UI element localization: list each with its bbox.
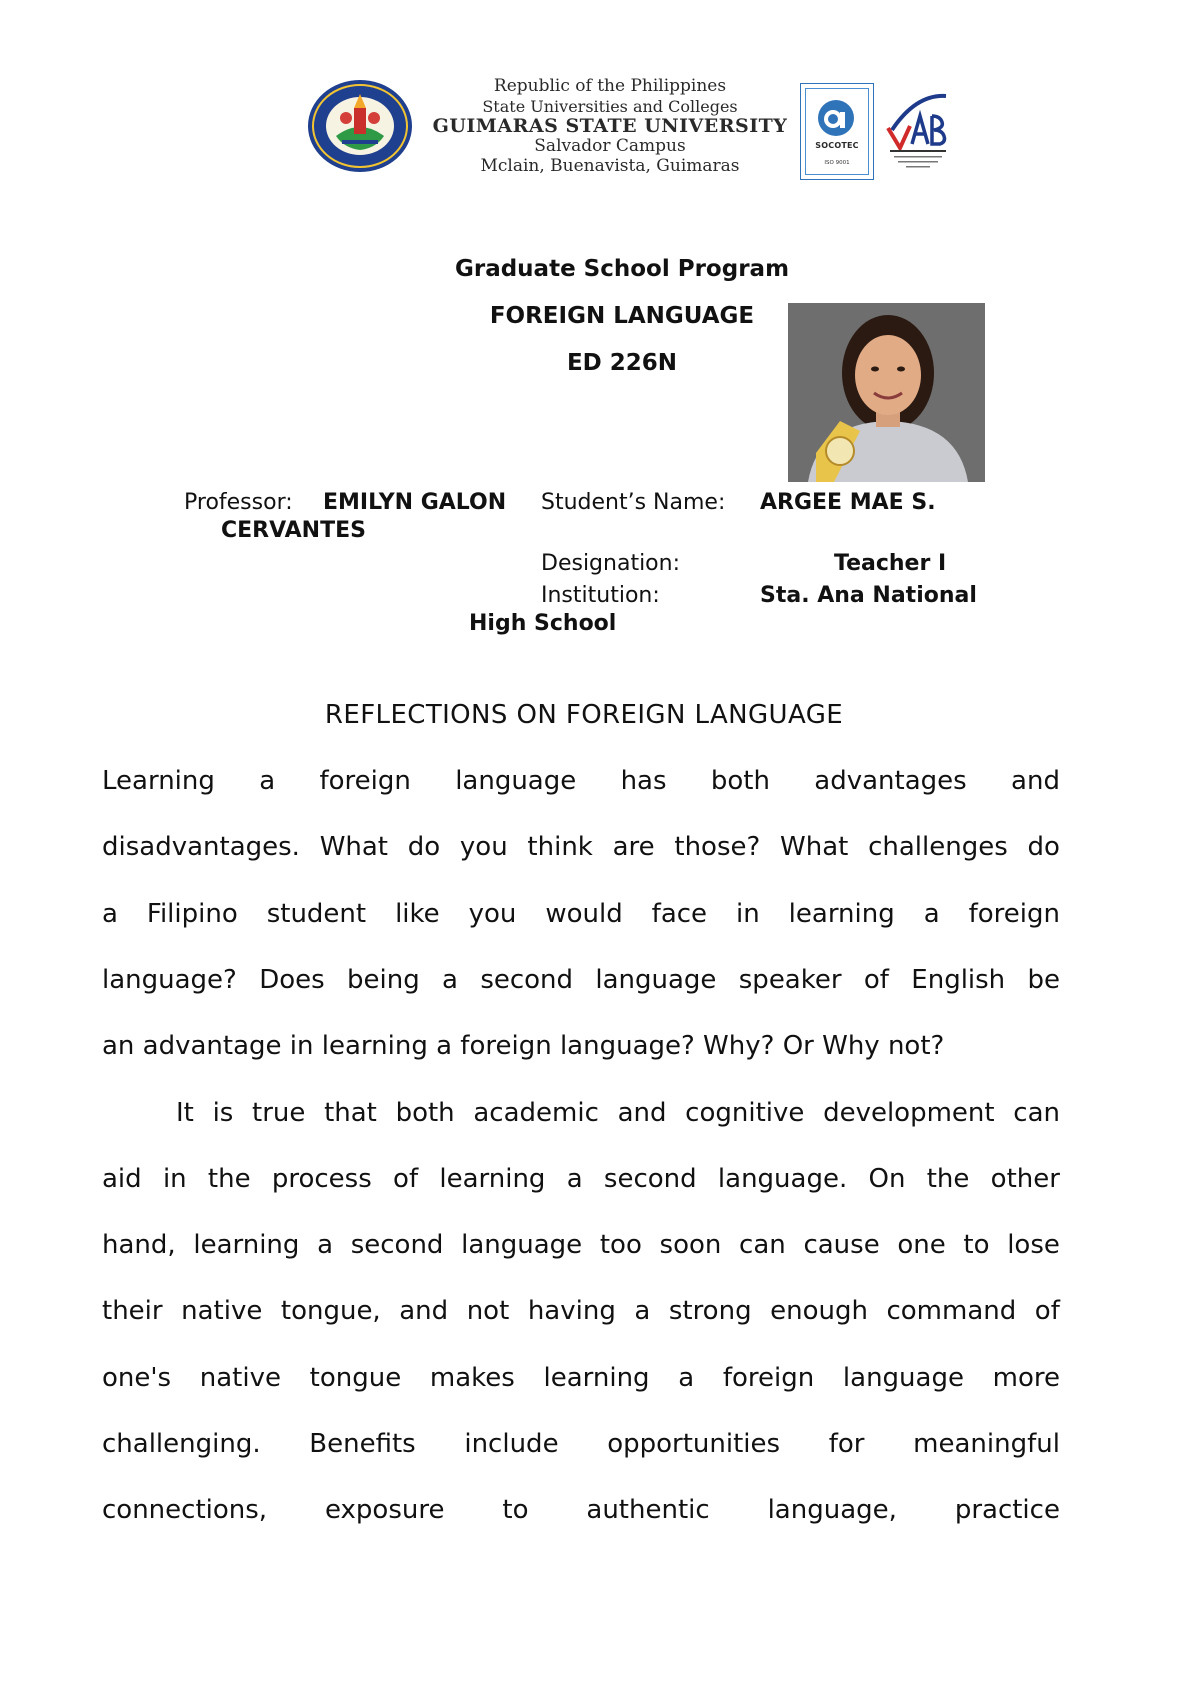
professor-label: Professor: [184, 490, 293, 515]
body-word: be [1027, 965, 1060, 995]
student-portrait-photo-icon [788, 303, 985, 482]
body-word: second [350, 1230, 444, 1260]
institution-value-1: Sta. Ana National [760, 583, 977, 608]
body-word: What [780, 832, 849, 862]
institution-label: Institution: [541, 583, 660, 608]
body-word: foreign [968, 899, 1060, 929]
body-word: one's [102, 1363, 172, 1393]
body-word: those? [674, 832, 761, 862]
reflection-heading: REFLECTIONS ON FOREIGN LANGUAGE [324, 700, 844, 730]
body-word: language [461, 1230, 583, 1260]
body-word: do [1027, 832, 1060, 862]
body-line [102, 1298, 1060, 1324]
ukas-accreditation-logo-icon [886, 86, 950, 178]
body-word: being [347, 965, 420, 995]
body-word: include [464, 1429, 559, 1459]
body-word: foreign [319, 766, 411, 796]
body-word: more [992, 1363, 1060, 1393]
body-word: a [259, 766, 276, 796]
body-line [102, 1166, 1060, 1192]
body-word: aid [102, 1164, 142, 1194]
designation-value: Teacher I [834, 551, 947, 576]
body-word: language [595, 965, 717, 995]
body-word: learning [543, 1363, 650, 1393]
body-line: an advantage in learning a foreign language? Why? Or Why not? [102, 1031, 945, 1061]
republic-line: Republic of the Philippines [493, 76, 727, 96]
body-word: of [393, 1164, 419, 1194]
body-word: of [1034, 1296, 1060, 1326]
body-word: challenges [868, 832, 1008, 862]
body-word: It [176, 1098, 194, 1128]
course-code: ED 226N [566, 350, 678, 376]
body-word: a [923, 899, 940, 929]
body-word: and [399, 1296, 449, 1326]
body-word: hand, [102, 1230, 176, 1260]
professor-name: EMILYN GALON [323, 490, 507, 515]
student-name-last: CERVANTES [221, 518, 366, 543]
body-word: a [634, 1296, 651, 1326]
body-word: in [162, 1164, 187, 1194]
body-word: too [599, 1230, 642, 1260]
body-word: has [620, 766, 667, 796]
body-word: learning [439, 1164, 546, 1194]
body-word: foreign [722, 1363, 815, 1393]
course-title: FOREIGN LANGUAGE [489, 303, 755, 329]
socotec-iso-label: ISO 9001 [824, 160, 850, 166]
body-word: authentic [586, 1495, 710, 1525]
body-word: a [102, 899, 118, 929]
body-word: is [212, 1098, 234, 1128]
body-word: a [678, 1363, 695, 1393]
body-word: having [527, 1296, 616, 1326]
body-word: language? [102, 965, 237, 995]
body-line [102, 1232, 1060, 1258]
body-word: English [911, 965, 1006, 995]
body-line [176, 1100, 1060, 1126]
body-word: the [207, 1164, 251, 1194]
body-word: that [324, 1098, 377, 1128]
body-word: Does [259, 965, 325, 995]
body-word: both [710, 766, 770, 796]
body-word: would [545, 899, 623, 929]
address-line: Mclain, Buenavista, Guimaras [480, 156, 740, 176]
program-title: Graduate School Program [454, 256, 790, 282]
body-line [102, 768, 1060, 794]
body-word: speaker [738, 965, 842, 995]
designation-label: Designation: [541, 551, 680, 576]
body-word: meaningful [913, 1429, 1060, 1459]
body-word: enough [770, 1296, 868, 1326]
body-word: their [102, 1296, 163, 1326]
body-word: for [828, 1429, 865, 1459]
body-word: a [566, 1164, 583, 1194]
body-line [102, 1497, 1060, 1523]
body-word: soon [659, 1230, 722, 1260]
socotec-mark-icon [816, 98, 856, 138]
body-line [102, 901, 1060, 927]
body-word: can [1013, 1098, 1060, 1128]
body-word: a [442, 965, 458, 995]
body-word: and [1011, 766, 1060, 796]
body-line [102, 1365, 1060, 1391]
suc-line: State Universities and Colleges [482, 97, 738, 116]
socotec-wordmark: SOCOTEC [815, 141, 859, 150]
body-word: native [199, 1363, 281, 1393]
body-word: language. [717, 1164, 848, 1194]
body-word: not [466, 1296, 510, 1326]
socotec-logo-icon [800, 83, 874, 180]
body-word: do [407, 832, 441, 862]
body-word: think [527, 832, 593, 862]
body-word: language, [767, 1495, 897, 1525]
body-word: tongue [309, 1363, 402, 1393]
body-word: strong [668, 1296, 752, 1326]
student-name-first: ARGEE MAE S. [760, 490, 936, 515]
body-word: student [266, 899, 367, 929]
institution-value-2: High School [469, 611, 617, 636]
body-line [102, 834, 1060, 860]
body-word: language [455, 766, 577, 796]
body-word: development [823, 1098, 995, 1128]
body-word: both [395, 1098, 455, 1128]
body-word: Filipino [146, 899, 238, 929]
body-word: in [736, 899, 760, 929]
body-word: Learning [102, 766, 215, 796]
body-word: disadvantages. [102, 832, 300, 862]
body-word: like [395, 899, 440, 929]
body-word: learning [788, 899, 895, 929]
body-word: cognitive [685, 1098, 805, 1128]
body-line [102, 967, 1060, 993]
body-word: to [502, 1495, 529, 1525]
body-word: a [317, 1230, 334, 1260]
body-word: second [480, 965, 574, 995]
body-word: challenging. [102, 1429, 261, 1459]
body-word: lose [1007, 1230, 1060, 1260]
body-word: makes [429, 1363, 515, 1393]
body-word: cause [803, 1230, 880, 1260]
body-word: On [868, 1164, 906, 1194]
body-word: one [897, 1230, 946, 1260]
body-word: tongue, [280, 1296, 381, 1326]
campus-line: Salvador Campus [534, 136, 686, 156]
body-word: exposure [324, 1495, 445, 1525]
body-word: language [842, 1363, 964, 1393]
body-word: can [739, 1230, 786, 1260]
body-word: What [319, 832, 389, 862]
body-word: the [926, 1164, 970, 1194]
university-seal-icon [306, 78, 414, 174]
body-word: of [863, 965, 889, 995]
body-word: connections, [102, 1495, 268, 1525]
body-word: Benefits [309, 1429, 416, 1459]
body-word: are [612, 832, 655, 862]
body-line [102, 1431, 1060, 1457]
body-word: advantages [814, 766, 967, 796]
body-word: native [181, 1296, 263, 1326]
body-word: practice [954, 1495, 1060, 1525]
body-word: you [468, 899, 517, 929]
body-word: you [459, 832, 508, 862]
body-word: learning [193, 1230, 300, 1260]
body-word: to [963, 1230, 990, 1260]
body-word: process [271, 1164, 372, 1194]
body-word: second [603, 1164, 697, 1194]
body-word: command [886, 1296, 1017, 1326]
body-word: and [617, 1098, 667, 1128]
body-word: other [990, 1164, 1060, 1194]
student-name-label: Student’s Name: [541, 490, 726, 515]
body-word: opportunities [607, 1429, 781, 1459]
body-word: true [252, 1098, 306, 1128]
university-name: GUIMARAS STATE UNIVERSITY [432, 115, 788, 137]
body-word: academic [473, 1098, 599, 1128]
body-word: face [651, 899, 708, 929]
